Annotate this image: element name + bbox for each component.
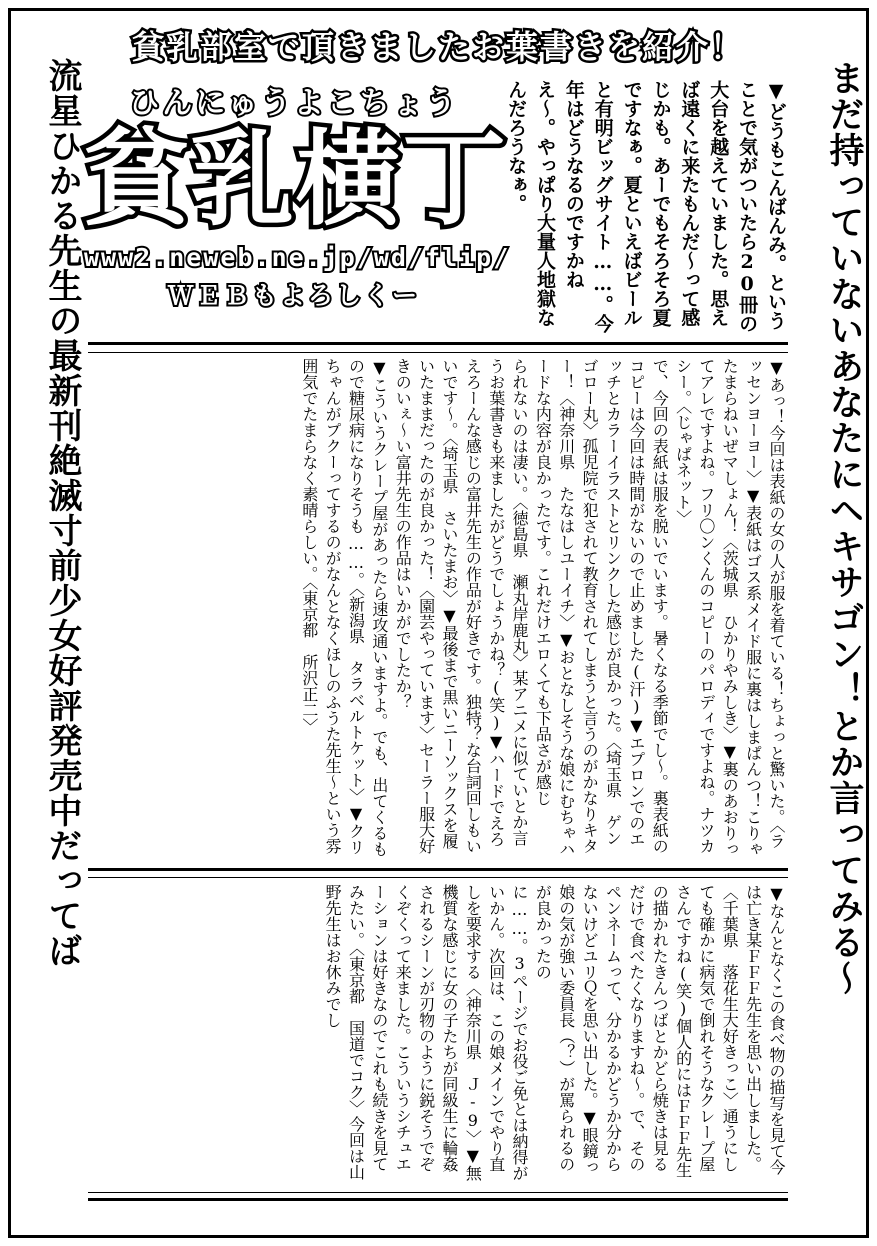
letter-column: に……。3ページでお役ご免とは納得がいかん。次回は、この娘メインでやり直しを要求する〈神奈川県 Ｊ-9〉▼無機質な感じに女の子たちが同級生に輪姦されるシーンが刃物のように鋭そうでぞくぞくって来ました。こういうシチュエーションは好きなのでこれも続きを見てみたい。〈東京都 国道でコク〉今回は山野先生はお休みでし	[323, 884, 530, 1181]
logo-kana-reading: ひんにゅうよこちょう	[129, 86, 459, 121]
letter-column: ▼あっ！今回は表紙の女の人が服を着ている！ちょっと驚いた。〈ラッセンヨーヨー〉▼表紙はゴス系メイド服に裏はしまぱんつ！こりゃたまらねいぜマしょん！〈茨城県 ひかりやみしき〉▼裏のあおりってアレですよね。フリ〇ンくんのコピーのパロディですよね。ナツカシー。〈じゃぱネット〉	[673, 358, 786, 857]
letters-section-bottom	[90, 884, 788, 1188]
divider-mid-thin	[88, 877, 788, 878]
letters-section-top	[90, 358, 788, 860]
top-banner	[88, 22, 788, 66]
divider-top-thick	[88, 342, 788, 345]
divider-bottom-thick	[88, 1198, 788, 1201]
letter-column: ▼なんとなくこの食べ物の描写を見て今は亡き某ＦＦＦ先生を思い出しました。〈千葉県 落花生大好きっこ〉通うにしても確かに病気で倒れそうなクレープ屋さんですね(笑)個人的にはＦＦＦ先生の描かれたきんつばとかどら焼きは見るだけで食べたくなりますね〜。で、そのペンネームって、分かるかどうか分からないけどユリＱを思い出した。▼眼鏡っ娘の気が強い委員長（？）が罵られるのが良かったの	[533, 884, 786, 1178]
right-vertical-headline: まだ持っていないあなたにヘキサゴン！とか言ってみる〜	[824, 60, 865, 996]
letter-column: ▼こういうクレープ屋があったら速攻通いますよ。でも、出てくるもので糖尿病になりそうも……。〈新潟県 タラベルトケット〉▼クリちゃんがプクーってするのがなんとなくほしのふうた先生〜という雰囲気でたまらなく素晴らしい。〈東京都 所沢正二〉	[299, 358, 389, 857]
logo-website-url: www2.neweb.ne.jp/wd/flip/	[84, 243, 511, 273]
letter-column: られないのは凄い。〈徳島県 瀬丸岸鹿丸〉某アニメに似ていとか言うお葉書きも来ましたがどうでしょうかね？(笑)▼ハードでえろえろーんな感じの富井先生の作品が好きです。独特？な台詞回しもいいです〜。〈埼玉県 さいたまお〉▼最後まで黒いニーソックスを履いたままだったのが良かった！〈園芸やっています〉セーラー服大好きのいぇ〜い富井先生の作品はいかがでしたか？	[393, 358, 530, 854]
divider-bottom-thin	[88, 1192, 788, 1193]
logo-web-note: ＷＥＢもよろしくー	[167, 281, 420, 311]
divider-mid-thick	[88, 868, 788, 871]
divider-top-thin	[88, 352, 788, 353]
magazine-logo	[84, 74, 511, 336]
intro-paragraph: ▼どうもこんばんみ。ということで気がついたら20冊の大台を越えていました。思えば遠くに来たもんだ〜って感じかも。あーでもそろそろ夏ですなぁ。夏といえばビールと有明ビッグサイト……。今年はどうなるのですかねえ〜。やっぱり大量人地獄なんだろうなぁ。	[505, 80, 787, 333]
left-vertical-headline: 流星ひかる先生の最新刊絶滅寸前少女好評発売中だってば	[42, 58, 82, 968]
top-banner-text: 貧乳部室で頂きましたお葉書きを紹介！	[131, 28, 744, 66]
letter-column: で、今回の表紙は服を脱いでいます。暑くなる季節でし〜。裏表紙のコピーは今回は時間がないので止めました(汗)▼エプロンでのエッチとカラーイラストとリンクした感じが良かった。〈埼玉県 ゲンゴロー丸〉孤児院で犯されて教育されてしまうと言うのがかなりキター！〈神奈川県 たなはしユーイチ〉▼おとなしそうな娘にむちゃハードな内容が良かったです。これだけエロくても下品さが感じ	[533, 358, 670, 857]
logo-title: 貧乳横丁	[84, 117, 509, 240]
